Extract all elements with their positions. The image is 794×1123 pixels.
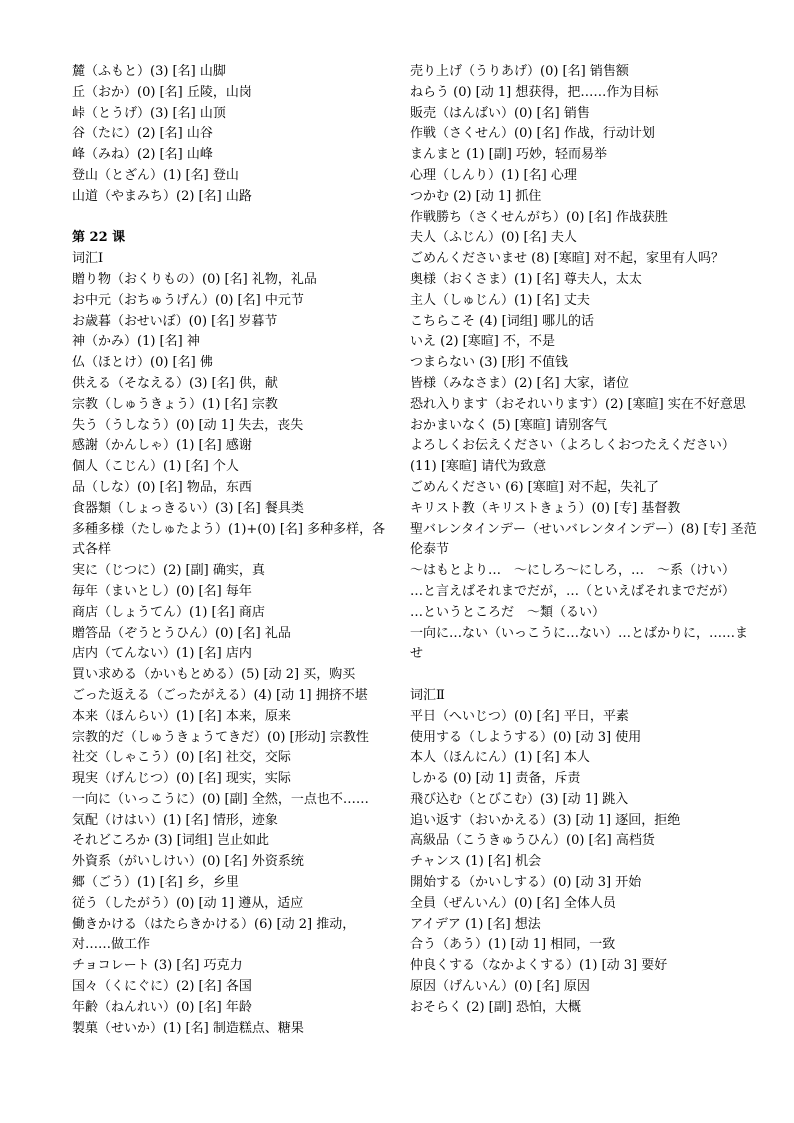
vocab-entry: 毎年（まいとし）(0) [名] 每年	[72, 583, 252, 599]
vocab-entry: 宗教（しゅうきょう）(1) [名] 宗教	[72, 396, 278, 412]
vocab-entry: 平日（へいじつ）(0) [名] 平日，平素	[410, 708, 629, 724]
vocab-entry: 丘（おか）(0) [名] 丘陵，山岗	[72, 84, 252, 100]
vocab-entry: 気配（けはい）(1) [名] 情形，迹象	[72, 812, 278, 828]
vocab-entry: 皆様（みなさま）(2) [名] 大家，诸位	[410, 375, 629, 391]
vocab-entry: 作戦勝ち（さくせんがち）(0) [名] 作战获胜	[410, 209, 668, 225]
vocab-entry: 食器類（しょっきるい）(3) [名] 餐具类	[72, 500, 304, 516]
vocab-entry: 恐れ入ります（おそれいります）(2) [寒暄] 实在不好意思	[410, 396, 746, 412]
vocab-entry: つまらない (3) [形] 不值钱	[410, 355, 568, 371]
vocab-entry: 個人（こじん）(1) [名] 个人	[72, 459, 239, 475]
vocab-entry: お歳暮（おせいぼ）(0) [名] 岁暮节	[72, 313, 278, 329]
vocab-entry: キリスト教（キリストきょう）(0) [专] 基督教	[410, 500, 681, 516]
vocab-entry: 词汇Ⅱ	[410, 687, 445, 703]
vocab-entry: 現実（げんじつ）(0) [名] 现实，实际	[72, 771, 291, 787]
vocab-entry: 働きかける（はたらきかける）(6) [动 2] 推动，对……做工作	[72, 916, 356, 953]
lesson-heading: 第 22 课	[72, 230, 126, 246]
vocab-entry: おかまいなく (5) [寒暄] 请别客气	[410, 417, 607, 433]
vocab-entry: 飛び込む（とびこむ）(3) [动 1] 跳入	[410, 791, 629, 807]
vocab-entry: 品（しな）(0) [名] 物品，东西	[72, 479, 252, 495]
vocab-entry: ごめんください (6) [寒暄] 对不起，失礼了	[410, 479, 659, 495]
left-column	[72, 62, 394, 1039]
vocab-entry: 贈り物（おくりもの）(0) [名] 礼物，礼品	[72, 271, 317, 287]
vocab-entry: 仲良くする（なかよくする）(1) [动 3] 要好	[410, 958, 668, 974]
vocab-entry: 多種多様（たしゅたよう）(1)+(0) [名] 多种多样，各式各样	[72, 521, 386, 558]
vocab-entry: 合う（あう）(1) [动 1] 相同，一致	[410, 937, 616, 953]
vocab-entry: それどころか (3) [词组] 岂止如此	[72, 833, 269, 849]
vocab-entry: 本人（ほんにん）(1) [名] 本人	[410, 750, 590, 766]
vocab-entry: 郷（ごう）(1) [名] 乡，乡里	[72, 875, 239, 891]
vocab-entry: 登山（とざん）(1) [名] 登山	[72, 167, 239, 183]
vocab-entry: アイデア (1) [名] 想法	[410, 916, 541, 932]
vocab-entry: 主人（しゅじん）(1) [名] 丈夫	[410, 292, 590, 308]
vocab-entry: お中元（おちゅうげん）(0) [名] 中元节	[72, 292, 304, 308]
vocab-entry: 商店（しょうてん）(1) [名] 商店	[72, 604, 265, 620]
vocab-entry: よろしくお伝えください（よろしくおつたえください）(11) [寒暄] 请代为致意	[410, 438, 735, 475]
vocab-entry: 使用する（しようする）(0) [动 3] 使用	[410, 729, 642, 745]
vocab-entry: 売り上げ（うりあげ）(0) [名] 销售额	[410, 64, 629, 79]
vocab-entry: 年齢（ねんれい）(0) [名] 年龄	[72, 999, 252, 1015]
vocab-entry: 供える（そなえる）(3) [名] 供，献	[72, 375, 278, 391]
vocab-entry: 社交（しゃこう）(0) [名] 社交，交际	[72, 750, 291, 766]
blank-line	[410, 665, 760, 686]
vocab-entry: 高級品（こうきゅうひん）(0) [名] 高档货	[410, 833, 655, 849]
right-column	[410, 62, 760, 1019]
vocab-entry: 仏（ほとけ）(0) [名] 佛	[72, 355, 213, 371]
vocab-entry: こちらこそ (4) [词组] 哪儿的话	[410, 313, 594, 329]
vocab-entry: 買い求める（かいもとめる）(5) [动 2] 买，购买	[72, 667, 356, 683]
vocab-entry: 峠（とうげ）(3) [名] 山顶	[72, 105, 226, 121]
vocab-entry: ごめんくださいませ (8) [寒暄] 对不起，家里有人吗？	[410, 251, 724, 267]
vocab-entry: 贈答品（ぞうとうひん）(0) [名] 礼品	[72, 625, 291, 641]
vocab-entry: 本来（ほんらい）(1) [名] 本来，原来	[72, 708, 291, 724]
vocab-entry: 従う（したがう）(0) [动 1] 遵从，适应	[72, 895, 304, 911]
vocab-entry: まんまと (1) [副] 巧妙，轻而易举	[410, 147, 607, 163]
vocab-entry: 外資系（がいしけい）(0) [名] 外资系统	[72, 854, 304, 870]
vocab-entry: 聖バレンタインデー（せいバレンタインデー）(8) [专] 圣范伦泰节	[410, 521, 757, 558]
vocab-entry: 原因（げんいん）(0) [名] 原因	[410, 979, 590, 995]
vocab-entry: 失う（うしなう）(0) [动 1] 失去，丧失	[72, 417, 304, 433]
vocab-entry: チョコレート (3) [名] 巧克力	[72, 958, 243, 974]
vocab-entry: 麓（ふもと）(3) [名] 山脚	[72, 64, 226, 79]
vocab-entry: 一向に（いっこうに）(0) [副] 全然，一点也不……	[72, 791, 369, 807]
vocab-entry: 奥様（おくさま）(1) [名] 尊夫人，太太	[410, 271, 642, 287]
vocab-entry: 山道（やまみち）(2) [名] 山路	[72, 188, 252, 204]
vocab-entry: 販売（はんばい）(0) [名] 销售	[410, 105, 590, 121]
vocab-entry: しかる (0) [动 1] 责备，斥责	[410, 771, 581, 787]
vocab-entry: 作戦（さくせん）(0) [名] 作战，行动计划	[410, 126, 655, 142]
vocab-entry: 一向に…ない（いっこうに…ない）…とばかりに，……ませ	[410, 625, 749, 662]
vocab-entry: 製菓（せいか）(1) [名] 制造糕点、糖果	[72, 1020, 304, 1036]
vocab-entry: 国々（くにぐに）(2) [名] 各国	[72, 979, 252, 995]
vocab-entry: 追い返す（おいかえる）(3) [动 1] 逐回，拒绝	[410, 812, 681, 828]
vocab-entry: 神（かみ）(1) [名] 神	[72, 334, 200, 350]
vocab-entry: 全員（ぜんいん）(0) [名] 全体人员	[410, 895, 616, 911]
vocab-entry: 店内（てんない）(1) [名] 店内	[72, 646, 252, 662]
vocab-entry: 谷（たに）(2) [名] 山谷	[72, 126, 213, 142]
vocab-entry: …と言えばそれまでだが，…（といえばそれまでだが）	[410, 583, 736, 599]
vocab-entry: 夫人（ふじん）(0) [名] 夫人	[410, 230, 577, 246]
vocab-entry: いえ (2) [寒暄] 不，不是	[410, 334, 555, 350]
vocab-entry: 心理（しんり）(1) [名] 心理	[410, 167, 577, 183]
vocab-entry: 峰（みね）(2) [名] 山峰	[72, 147, 213, 163]
vocab-entry: ごった返える（ごったがえる）(4) [动 1] 拥挤不堪	[72, 687, 368, 703]
vocab-entry: 感謝（かんしゃ）(1) [名] 感谢	[72, 438, 252, 454]
vocab-entry: 開始する（かいしする）(0) [动 3] 开始	[410, 875, 642, 891]
vocab-entry: 词汇Ⅰ	[72, 251, 104, 267]
vocab-entry: ～はもとより… ～にしろ～にしろ，… ～系（けい）	[410, 563, 736, 579]
vocab-entry: 宗教的だ（しゅうきょうてきだ）(0) [形动] 宗教性	[72, 729, 369, 745]
vocab-entry: …というところだ ～類（るい）	[410, 604, 606, 620]
blank-line	[72, 208, 394, 229]
vocab-entry: ねらう (0) [动 1] 想获得，把……作为目标	[410, 84, 659, 100]
vocab-entry: 実に（じつに）(2) [副] 确实，真	[72, 563, 265, 579]
vocab-entry: つかむ (2) [动 1] 抓住	[410, 188, 542, 204]
vocab-entry: おそらく (2) [副] 恐怕，大概	[410, 999, 581, 1015]
vocab-entry: チャンス (1) [名] 机会	[410, 854, 542, 870]
